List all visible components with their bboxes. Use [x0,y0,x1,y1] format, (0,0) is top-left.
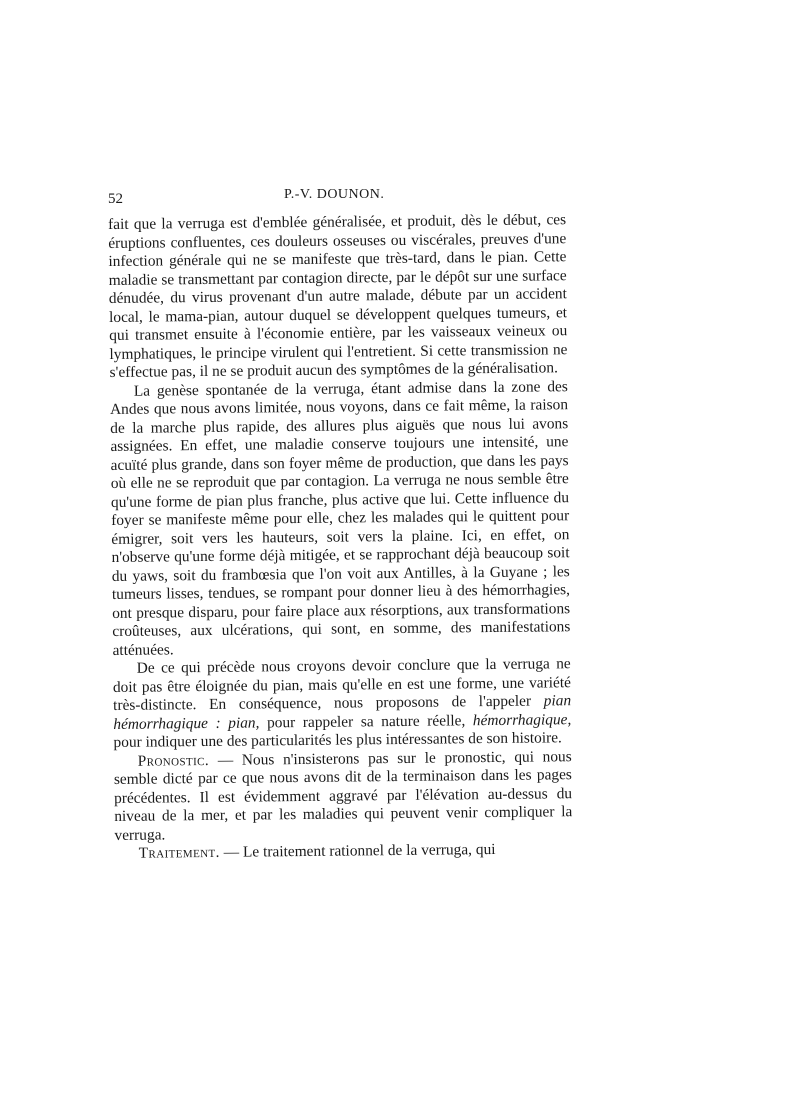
italic-term-pian-hemorrhagique: pian hémorrhagique : pian, [113,692,572,733]
paragraph-2: La genèse spontanée de la verruga, étant admise dans la zone des Andes que nous avons limitée, nous voyons, dans ce fait même, la raison de la marche plus rapide, des allures plus aiguës que nous lui avons assignées. En effet, une maladie conserve toujours une intensité, une acuïté plus grande, dans son foyer même de production, que dans les pays où elle ne se reproduit que par contagion. La verruga ne nous semble être qu'une forme de pian plus franche, plus active que lui. Cette influence du foyer se manifeste même pour elle, chez les malades qui le quittent pour émigrer, soit vers les hauteurs, soit vers la plaine. Ici, en effet, on n'observe qu'une forme déjà mitigée, et se rapprochant déjà beaucoup soit du yaws, soit du frambœsia que l'on voit aux Antilles, à la Guyane ; les tumeurs lisses, tendues, se rompant pour donner lieu à des hémorrhagies, ont presque disparu, pour faire place aux résorptions, aux transformations croûteuses, aux ulcérations, qui sont, en somme, des manifestations atténuées. [109,377,571,659]
paragraph-3-text-b: pour rappeler sa nature réelle, [259,711,473,731]
body-text [108,211,573,863]
paragraph-traitement [115,840,573,863]
section-heading-traitement: Traitement. [138,843,220,862]
page-number: 52 [108,191,123,207]
section-heading-pronostic: Pronostic. [137,751,210,770]
page-header [108,187,558,209]
paragraph-pronostic [114,748,573,845]
paragraph-1: fait que la verruga est d'emblée généralisée, et produit, dès le début, ces éruptions confluentes, ces douleurs osseuses ou viscérales, preuves d'une infection générale qui ne se manifeste que très-tard, dans le pian. Cette maladie se transmettant par contagion directe, par le dépôt sur une surface dénudée, du virus provenant d'un autre malade, débute par un accident local, le mama-pian, autour duquel se développent quelques tumeurs, et qui transmet ensuite à l'économie entière, par les vaisseaux veineux ou lymphatiques, le principe virulent qui l'entretient. Si cette transmission ne s'effectue pas, il ne se produit aucun des symptômes de la généralisation. [108,211,568,381]
italic-term-hemorrhagique: hémorrhagique, [472,710,572,729]
running-head: P.-V. DOUNON. [284,187,385,202]
paragraph-traitement-text: — Le traitement rationnel de la verruga, qui [219,840,496,861]
paragraph-3 [113,655,572,752]
paragraph-3-text-a: De ce qui précède nous croyons devoir conclure que la verruga ne doit pas être éloignée du pian, mais qu'elle en est une forme, une variété très-distincte. En conséquence, nous proposons de l'appeler [112,655,571,714]
paragraph-3-text-c: pour indiquer une des particularités les plus intéressantes de son histoire. [113,729,562,751]
paragraph-pronostic-text: — Nous n'insisterons pas sur le pronostic, qui nous semble dicté par ce que nous avons dit de la terminaison dans les pages précédentes. Il est évidemment aggravé par l'élévation au-dessus du niveau de la mer, et par les maladies qui peuvent venir compliquer la verruga. [113,747,573,844]
